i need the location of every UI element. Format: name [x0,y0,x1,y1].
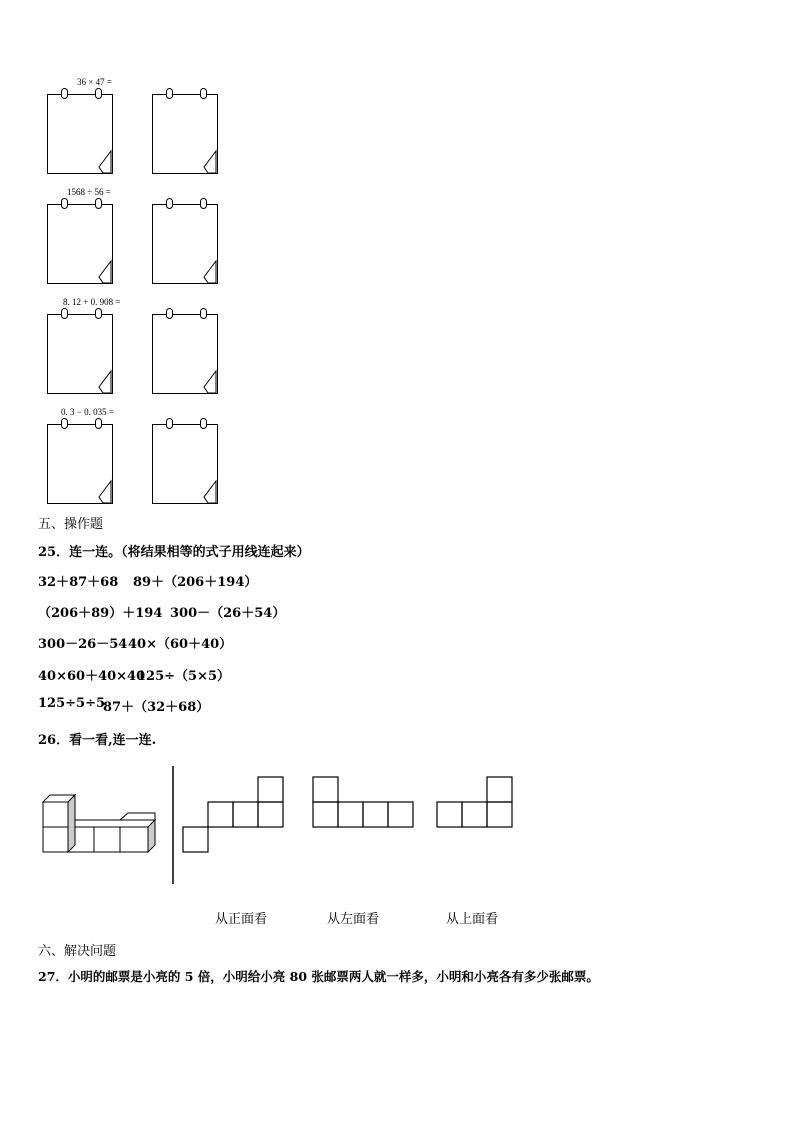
view-label-left: 从左面看 [327,912,380,927]
q27-prompt: 27．小明的邮票是小亮的 5 倍，小明给小亮 80 张邮票两人就一样多，小明和小亮各有多少张邮票。 [38,969,599,984]
calc-problem-2: 1568 ÷ 56 = [67,187,111,197]
q25-prompt: 25．连一连。（将结果相等的式子用线连起来） [38,545,310,560]
q25-expression: （206＋89）＋194 [38,606,163,621]
calc-problem-1: 36 × 47 = [77,77,112,87]
q25-expression: 300－（26＋54） [170,606,286,621]
q26-prompt: 26．看一看,连一连. [38,733,157,748]
section5-title: 五、操作题 [38,517,104,532]
q25-expression: 125÷（5×5） [137,669,231,684]
calc-problem-3: 8. 12 + 0. 908 = [63,297,121,307]
view-label-front: 从正面看 [215,912,268,927]
q25-expression: 89＋（206＋194） [133,575,258,590]
section6-title: 六、解决问题 [38,944,117,959]
calc-problem-4: 0. 3 − 0. 035 = [61,407,114,417]
front-view-shape [183,777,283,852]
q25-expression: 40×60＋40×40 [38,669,146,684]
q25-expression: 40×（60＋40） [128,637,233,652]
top-view-shape [437,777,512,827]
q25-expression: 125÷5÷5 [38,696,106,711]
cube-stack-figure [43,795,155,852]
q25-expression: 32＋87＋68 [38,575,119,590]
view-label-top: 从上面看 [446,912,499,927]
q25-expression: 87＋（32＋68） [103,700,210,715]
left-view-shape [313,777,413,827]
q25-expression: 300－26－54 [38,637,128,652]
